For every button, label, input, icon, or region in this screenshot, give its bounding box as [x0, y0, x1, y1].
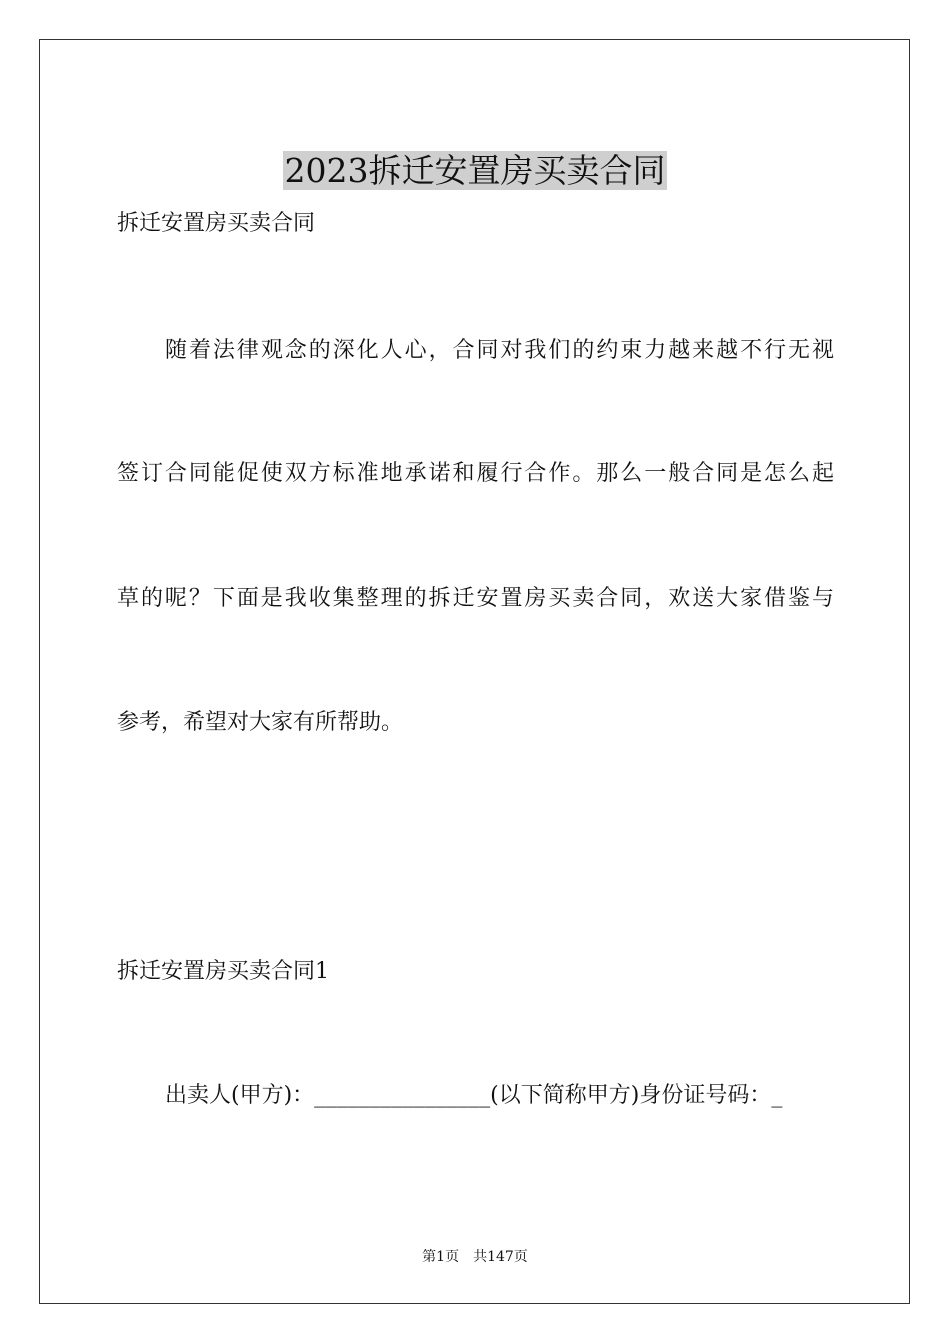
intro-line-1: 随着法律观念的深化人心，合同对我们的约束力越来越不行无视: [165, 338, 834, 363]
document-subtitle: 拆迁安置房买卖合同: [117, 211, 316, 236]
section-heading: 拆迁安置房买卖合同1: [117, 959, 329, 984]
intro-line-2: 签订合同能促使双方标准地承诺和履行合作。那么一般合同是怎么起: [117, 461, 834, 486]
document-title-text: 2023拆迁安置房买卖合同: [284, 151, 666, 191]
intro-line-3: 草的呢？下面是我收集整理的拆迁安置房买卖合同，欢送大家借鉴与: [117, 586, 834, 611]
intro-line-4: 参考，希望对大家有所帮助。: [117, 710, 404, 735]
page-footer: 第1页 共147页: [422, 1249, 528, 1265]
document-title: [0, 148, 950, 194]
seller-line: 出卖人(甲方)：________________(以下简称甲方)身份证号码：_: [165, 1083, 783, 1108]
